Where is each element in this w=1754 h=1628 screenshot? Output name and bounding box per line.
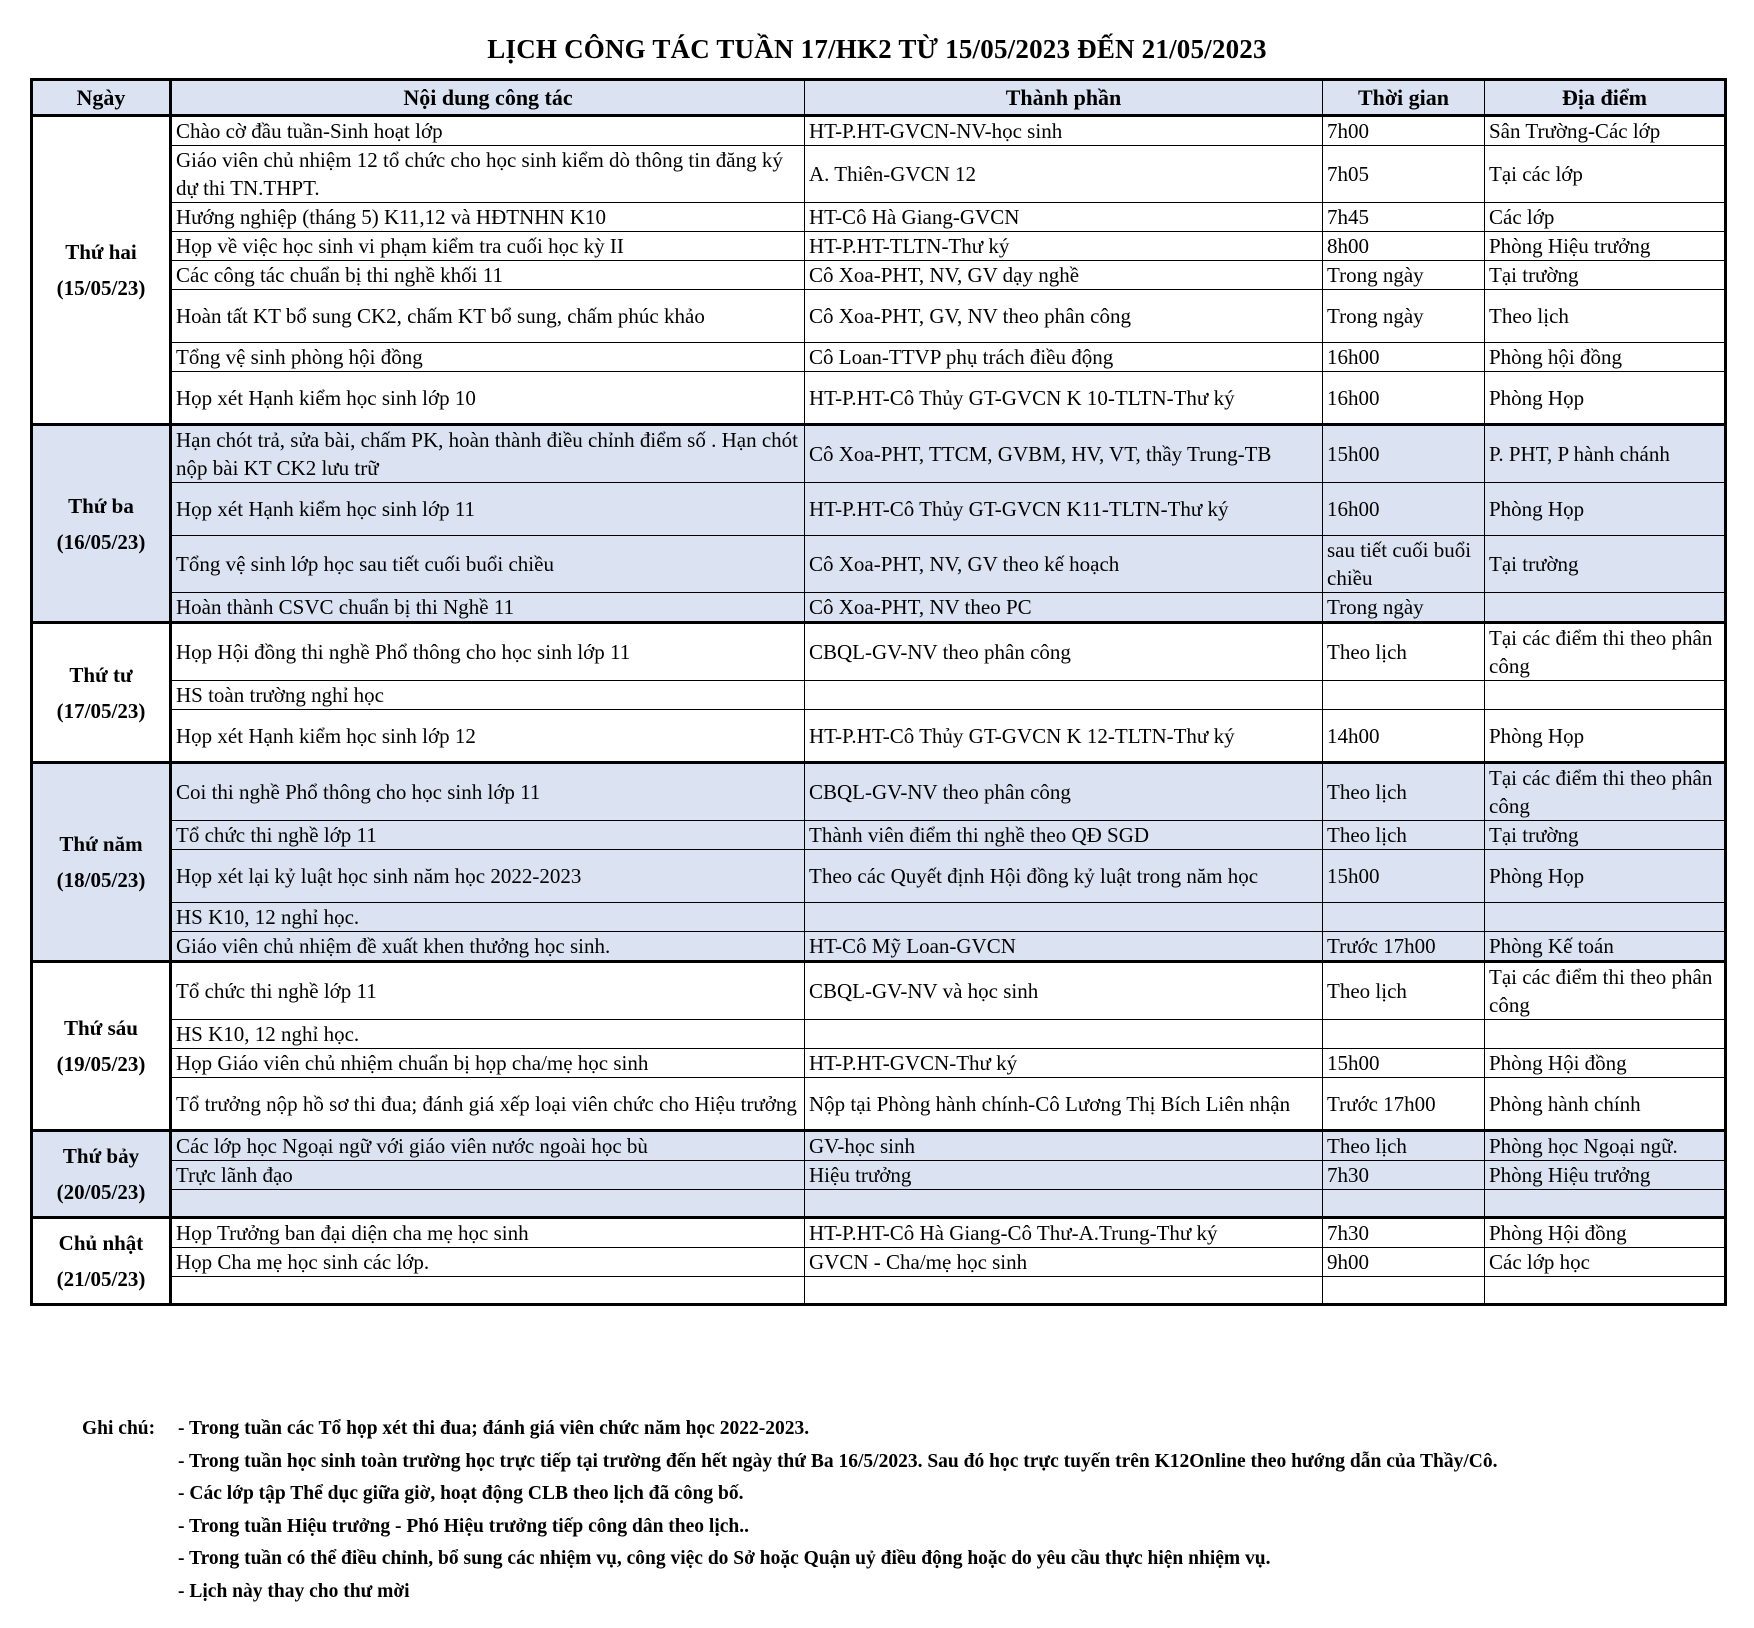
day-group [32,1218,1726,1305]
table-row [32,1277,1726,1305]
time-cell: 7h30 [1323,1161,1485,1190]
content-cell: Trực lãnh đạo [171,1161,805,1190]
members-cell: CBQL-GV-NV theo phân công [805,763,1323,821]
content-cell: Tổ chức thi nghề lớp 11 [171,962,805,1020]
day-date: (16/05/23) [56,529,146,554]
place-cell: Phòng học Ngoại ngữ. [1485,1131,1726,1161]
table-row [32,681,1726,710]
day-date: (15/05/23) [56,276,146,300]
note-row [82,1478,1498,1511]
content-cell: Hạn chót trả, sửa bài, chấm PK, hoàn thành điều chỉnh điểm số . Hạn chót nộp bài KT CK2 lưu trữ [171,425,805,483]
members-cell: Cô Xoa-PHT, NV, GV theo kế hoạch [805,536,1323,593]
day-name: Thứ sáu [64,1016,138,1040]
content-cell: Các lớp học Ngoại ngữ với giáo viên nước ngoài học bù [171,1131,805,1161]
day-date: (18/05/23) [56,868,146,892]
day-name: Thứ ba [68,493,134,518]
table-row [32,623,1726,681]
header-time: Thời gian [1323,80,1485,116]
place-cell [1485,681,1726,710]
time-cell: 8h00 [1323,232,1485,261]
members-cell: CBQL-GV-NV theo phân công [805,623,1323,681]
time-cell: Trước 17h00 [1323,932,1485,962]
time-cell: 15h00 [1323,850,1485,903]
content-cell: HS toàn trường nghỉ học [171,681,805,710]
members-cell: Nộp tại Phòng hành chính-Cô Lương Thị Bích Liên nhận [805,1078,1323,1131]
place-cell [1485,593,1726,623]
time-cell: 16h00 [1323,483,1485,536]
members-cell: HT-P.HT-TLTN-Thư ký [805,232,1323,261]
members-cell: CBQL-GV-NV và học sinh [805,962,1323,1020]
place-cell: Phòng Hiệu trưởng [1485,232,1726,261]
members-cell: Cô Loan-TTVP phụ trách điều động [805,343,1323,372]
time-cell: 7h30 [1323,1218,1485,1248]
time-cell: 7h45 [1323,203,1485,232]
table-row [32,962,1726,1020]
table-row [32,763,1726,821]
members-cell: Cô Xoa-PHT, TTCM, GVBM, HV, VT, thầy Trung-TB [805,425,1323,483]
table-row [32,850,1726,903]
day-name: Thứ hai [65,240,137,264]
content-cell: Chào cờ đầu tuần-Sinh hoạt lớp [171,116,805,146]
day-name: Thứ năm [59,832,143,856]
content-cell: Tổng vệ sinh lớp học sau tiết cuối buổi chiều [171,536,805,593]
note-item: - Trong tuần Hiệu trưởng - Phó Hiệu trưởng tiếp công dân theo lịch.. [178,1515,749,1537]
content-cell: Hướng nghiệp (tháng 5) K11,12 và HĐTNHN K10 [171,203,805,232]
place-cell: Tại trường [1485,821,1726,850]
place-cell: Phòng Kế toán [1485,932,1726,962]
table-row [32,425,1726,483]
place-cell: Theo lịch [1485,290,1726,343]
place-cell: Phòng Hội đồng [1485,1049,1726,1078]
note-item: - Trong tuần học sinh toàn trường học trực tiếp tại trường đến hết ngày thứ Ba 16/5/2023. Sau đó học trực tuyến trên K12Online theo hướng dẫn của Thầy/Cô. [178,1450,1498,1472]
place-cell: P. PHT, P hành chánh [1485,425,1726,483]
day-date: (21/05/23) [56,1267,146,1291]
day-date: (20/05/23) [56,1180,146,1204]
header-content: Nội dung công tác [171,80,805,116]
content-cell: Tổ trưởng nộp hồ sơ thi đua; đánh giá xếp loại viên chức cho Hiệu trưởng [171,1078,805,1131]
place-cell: Tại các lớp [1485,146,1726,203]
place-cell: Các lớp [1485,203,1726,232]
table-row [32,710,1726,763]
members-cell: HT-P.HT-Cô Thủy GT-GVCN K 10-TLTN-Thư ký [805,372,1323,425]
table-row [32,372,1726,425]
day-group [32,623,1726,763]
header-day: Ngày [32,80,171,116]
note-item: - Các lớp tập Thể dục giữa giờ, hoạt động CLB theo lịch đã công bố. [178,1483,744,1505]
content-cell: Giáo viên chủ nhiệm 12 tổ chức cho học sinh kiểm dò thông tin đăng ký dự thi TN.THPT. [171,146,805,203]
table-row [32,821,1726,850]
time-cell [1323,681,1485,710]
header-place: Địa điểm [1485,80,1726,116]
place-cell: Phòng hội đồng [1485,343,1726,372]
content-cell: Coi thi nghề Phổ thông cho học sinh lớp 11 [171,763,805,821]
members-cell: HT-P.HT-GVCN-Thư ký [805,1049,1323,1078]
table-row [32,1248,1726,1277]
members-cell: HT-Cô Mỹ Loan-GVCN [805,932,1323,962]
time-cell: 7h00 [1323,116,1485,146]
table-row [32,290,1726,343]
members-cell: Theo các Quyết định Hội đồng kỷ luật trong năm học [805,850,1323,903]
table-row [32,536,1726,593]
time-cell: Theo lịch [1323,821,1485,850]
place-cell: Tại trường [1485,536,1726,593]
table-row [32,1131,1726,1161]
day-name: Chủ nhật [58,1231,144,1255]
day-date: (19/05/23) [56,1052,146,1076]
schedule-table [30,78,1727,1306]
content-cell: Họp về việc học sinh vi phạm kiểm tra cuối học kỳ II [171,232,805,261]
content-cell: Hoàn thành CSVC chuẩn bị thi Nghề 11 [171,593,805,623]
members-cell: Cô Xoa-PHT, GV, NV theo phân công [805,290,1323,343]
note-row [82,1511,1498,1544]
members-cell [805,1277,1323,1305]
notes-section [82,1413,1498,1608]
time-cell: 15h00 [1323,1049,1485,1078]
header-row [32,80,1726,116]
members-cell: Cô Xoa-PHT, NV theo PC [805,593,1323,623]
members-cell: HT-P.HT-GVCN-NV-học sinh [805,116,1323,146]
members-cell: HT-P.HT-Cô Hà Giang-Cô Thư-A.Trung-Thư ký [805,1218,1323,1248]
time-cell: 15h00 [1323,425,1485,483]
time-cell: Trong ngày [1323,593,1485,623]
note-item: - Trong tuần có thể điều chỉnh, bổ sung các nhiệm vụ, công việc do Sở hoặc Quận uỷ điều động hoặc do yêu cầu thực hiện nhiệm vụ. [178,1548,1271,1570]
time-cell: 14h00 [1323,710,1485,763]
time-cell: 7h05 [1323,146,1485,203]
note-row [82,1413,1498,1446]
day-name: Thứ tư [69,662,133,687]
time-cell: Trước 17h00 [1323,1078,1485,1131]
time-cell: Theo lịch [1323,962,1485,1020]
members-cell: Hiệu trưởng [805,1161,1323,1190]
table-row [32,483,1726,536]
page-title: LỊCH CÔNG TÁC TUẦN 17/HK2 TỪ 15/05/2023 ĐẾN 21/05/2023 [487,34,1267,64]
content-cell: Họp Giáo viên chủ nhiệm chuẩn bị họp cha/mẹ học sinh [171,1049,805,1078]
table-row [32,1218,1726,1248]
place-cell: Tại các điểm thi theo phân công [1485,763,1726,821]
members-cell: GVCN - Cha/mẹ học sinh [805,1248,1323,1277]
header-members: Thành phần [805,80,1323,116]
day-group [32,425,1726,623]
time-cell [1323,1277,1485,1305]
time-cell: Trong ngày [1323,290,1485,343]
place-cell: Phòng Hiệu trưởng [1485,1161,1726,1190]
content-cell: Họp Trưởng ban đại diện cha mẹ học sinh [171,1218,805,1248]
table-row [32,116,1726,146]
content-cell [171,1277,805,1305]
day-cell [32,962,171,1131]
content-cell: Các công tác chuẩn bị thi nghề khối 11 [171,261,805,290]
day-cell [32,763,171,962]
content-cell: Họp xét Hạnh kiểm học sinh lớp 11 [171,483,805,536]
table-row [32,1190,1726,1218]
note-item: - Lịch này thay cho thư mời [178,1580,410,1602]
content-cell: HS K10, 12 nghỉ học. [171,903,805,932]
place-cell: Phòng Họp [1485,710,1726,763]
content-cell [171,1190,805,1218]
content-cell: Họp xét Hạnh kiểm học sinh lớp 12 [171,710,805,763]
place-cell: Phòng Hội đồng [1485,1218,1726,1248]
place-cell: Tại các điểm thi theo phân công [1485,962,1726,1020]
members-cell: HT-P.HT-Cô Thủy GT-GVCN K11-TLTN-Thư ký [805,483,1323,536]
day-name: Thứ bảy [62,1144,140,1168]
place-cell: Phòng hành chính [1485,1078,1726,1131]
place-cell: Tại trường [1485,261,1726,290]
content-cell: Giáo viên chủ nhiệm đề xuất khen thưởng học sinh. [171,932,805,962]
content-cell: Tổng vệ sinh phòng hội đồng [171,343,805,372]
note-row [82,1446,1498,1479]
content-cell: Họp Hội đồng thi nghề Phổ thông cho học sinh lớp 11 [171,623,805,681]
table-row [32,1020,1726,1049]
members-cell [805,681,1323,710]
content-cell: Họp xét Hạnh kiểm học sinh lớp 10 [171,372,805,425]
time-cell [1323,903,1485,932]
day-cell [32,1218,171,1305]
time-cell: Theo lịch [1323,1131,1485,1161]
note-item: - Trong tuần các Tổ họp xét thi đua; đánh giá viên chức năm học 2022-2023. [178,1418,810,1440]
table-row [32,261,1726,290]
day-cell [32,425,171,623]
place-cell: Sân Trường-Các lớp [1485,116,1726,146]
day-cell [32,116,171,425]
day-cell [32,623,171,763]
time-cell: Theo lịch [1323,763,1485,821]
members-cell: HT-P.HT-Cô Thủy GT-GVCN K 12-TLTN-Thư ký [805,710,1323,763]
table-row [32,593,1726,623]
place-cell [1485,1190,1726,1218]
place-cell: Phòng Họp [1485,483,1726,536]
content-cell: HS K10, 12 nghỉ học. [171,1020,805,1049]
place-cell: Các lớp học [1485,1248,1726,1277]
time-cell [1323,1020,1485,1049]
table-row [32,232,1726,261]
time-cell: 16h00 [1323,372,1485,425]
members-cell: HT-Cô Hà Giang-GVCN [805,203,1323,232]
members-cell: A. Thiên-GVCN 12 [805,146,1323,203]
table-row [32,1049,1726,1078]
day-date: (17/05/23) [56,698,146,723]
day-group [32,763,1726,962]
members-cell: Cô Xoa-PHT, NV, GV dạy nghề [805,261,1323,290]
time-cell: Theo lịch [1323,623,1485,681]
day-cell [32,1131,171,1218]
place-cell [1485,1277,1726,1305]
time-cell: Trong ngày [1323,261,1485,290]
note-row [82,1576,1498,1609]
content-cell: Hoàn tất KT bổ sung CK2, chấm KT bổ sung, chấm phúc khảo [171,290,805,343]
place-cell [1485,1020,1726,1049]
members-cell [805,1020,1323,1049]
table-row [32,343,1726,372]
content-cell: Tổ chức thi nghề lớp 11 [171,821,805,850]
day-group [32,116,1726,425]
time-cell: sau tiết cuối buổi chiều [1323,536,1485,593]
content-cell: Họp xét lại kỷ luật học sinh năm học 2022-2023 [171,850,805,903]
content-cell: Họp Cha mẹ học sinh các lớp. [171,1248,805,1277]
table-row [32,932,1726,962]
notes-label: Ghi chú: [82,1418,156,1440]
place-cell: Phòng Họp [1485,850,1726,903]
place-cell [1485,903,1726,932]
members-cell: GV-học sinh [805,1131,1323,1161]
day-group [32,962,1726,1131]
time-cell: 9h00 [1323,1248,1485,1277]
table-row [32,146,1726,203]
members-cell [805,1190,1323,1218]
table-row [32,903,1726,932]
table-row [32,203,1726,232]
table-row [32,1161,1726,1190]
time-cell: 16h00 [1323,343,1485,372]
place-cell: Phòng Họp [1485,372,1726,425]
note-row [82,1543,1498,1576]
table-row [32,1078,1726,1131]
place-cell: Tại các điểm thi theo phân công [1485,623,1726,681]
day-group [32,1131,1726,1218]
time-cell [1323,1190,1485,1218]
members-cell [805,903,1323,932]
members-cell: Thành viên điểm thi nghề theo QĐ SGD [805,821,1323,850]
